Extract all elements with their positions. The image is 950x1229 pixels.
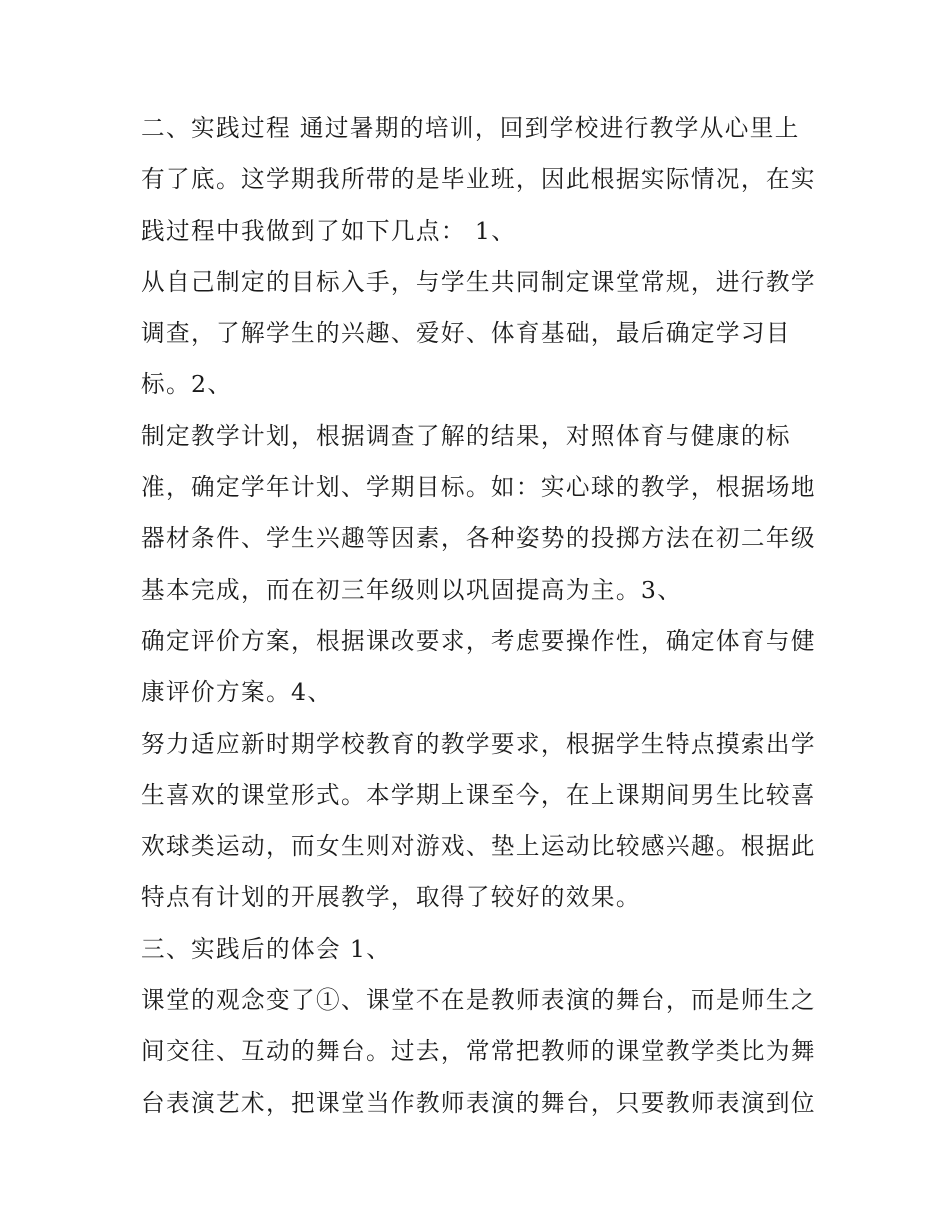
text-line: 特点有计划的开展教学，取得了较好的效果。 [141,883,641,912]
text-line: 有了底。这学期我所带的是毕业班，因此根据实际情况，在实 [141,165,816,194]
text-line: 台表演艺术，把课堂当作教师表演的舞台，只要教师表演到位 [141,1088,816,1117]
text-line: 标。2、 [141,370,233,399]
text-line: 调查，了解学生的兴趣、爱好、体育基础，最后确定学习目 [141,319,791,348]
text-line: 准，确定学年计划、学期目标。如：实心球的教学，根据场地 [141,473,816,502]
text-line: 确定评价方案，根据课改要求，考虑要操作性，确定体育与健 [141,626,816,655]
text-line: 欢球类运动，而女生则对游戏、垫上运动比较感兴趣。根据此 [141,832,816,861]
text-line: 生喜欢的课堂形式。本学期上课至今，在上课期间男生比较喜 [141,780,816,809]
text-line: 三、实践后的体会 1、 [141,934,392,963]
text-line: 制定教学计划，根据调查了解的结果，对照体育与健康的标 [141,421,791,450]
document-body [141,103,831,1129]
text-line: 努力适应新时期学校教育的教学要求，根据学生特点摸索出学 [141,729,816,758]
text-line: 基本完成，而在初三年级则以巩固提高为主。3、 [141,575,683,604]
text-line: 间交往、互动的舞台。过去，常常把教师的课堂教学类比为舞 [141,1037,816,1066]
text-line: 课堂的观念变了①、课堂不在是教师表演的舞台，而是师生之 [141,986,816,1015]
text-line: 康评价方案。4、 [141,678,333,707]
text-line: 从自己制定的目标入手，与学生共同制定课堂常规，进行教学 [141,267,816,296]
text-line: 践过程中我做到了如下几点： 1、 [141,216,517,245]
text-line: 二、实践过程 通过暑期的培训，回到学校进行教学从心里上 [141,114,800,142]
text-line: 器材条件、学生兴趣等因素，各种姿势的投掷方法在初二年级 [141,524,816,553]
